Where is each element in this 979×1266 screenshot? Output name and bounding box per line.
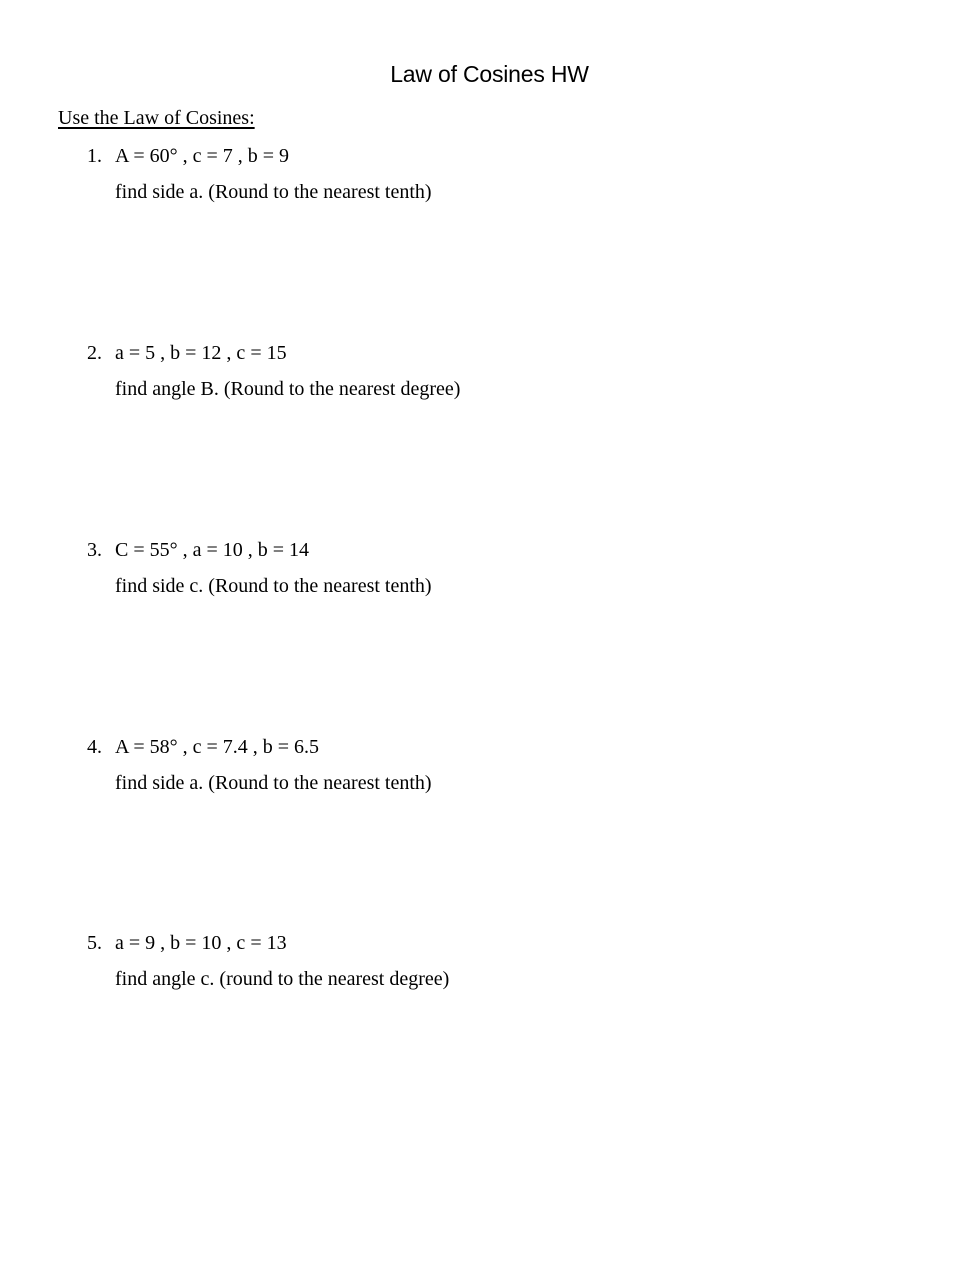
problem-givens: a = 5 , b = 12 , c = 15 (115, 342, 287, 364)
problem-1 (87, 142, 887, 203)
problem-task: find side a. (Round to the nearest tenth) (115, 772, 432, 794)
problem-4 (87, 733, 887, 794)
page-title: Law of Cosines HW (390, 61, 589, 87)
problem-3 (87, 536, 887, 597)
instruction-text: Use the Law of Cosines: (58, 107, 255, 129)
problem-givens: C = 55° , a = 10 , b = 14 (115, 539, 310, 561)
problem-number: 3. (87, 539, 102, 561)
problem-5 (87, 929, 887, 990)
problem-number: 4. (87, 736, 102, 758)
problem-task: find angle B. (Round to the nearest degree) (115, 378, 461, 400)
problem-number: 5. (87, 932, 102, 954)
problem-givens: A = 60° , c = 7 , b = 9 (115, 145, 290, 167)
problem-number: 2. (87, 342, 102, 364)
problem-task: find angle c. (round to the nearest degree) (115, 968, 450, 990)
problem-task: find side c. (Round to the nearest tenth) (115, 575, 432, 597)
problem-givens: A = 58° , c = 7.4 , b = 6.5 (115, 736, 320, 758)
problem-2 (87, 339, 887, 400)
problem-task: find side a. (Round to the nearest tenth) (115, 181, 432, 203)
problem-givens: a = 9 , b = 10 , c = 13 (115, 932, 287, 954)
problem-number: 1. (87, 145, 102, 167)
